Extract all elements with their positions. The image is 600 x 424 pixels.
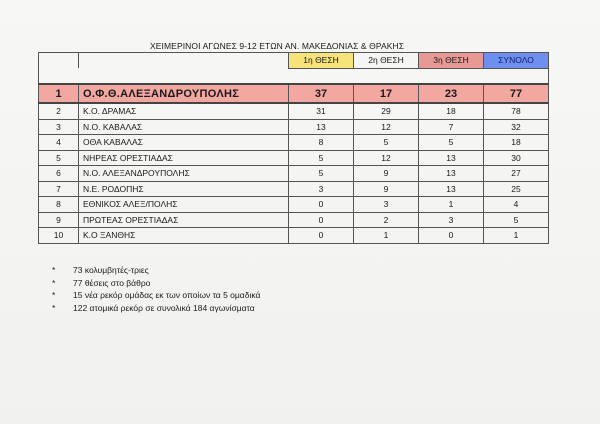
second-place-count: 5	[354, 135, 419, 151]
notes-list	[52, 264, 260, 314]
club-name-cell: Κ.Ο ΞΑΝΘΗΣ	[79, 228, 289, 244]
second-place-count: 9	[354, 181, 419, 197]
note-text: 73 κολυμβητές-τριες	[73, 265, 149, 275]
rank-cell: 2	[39, 103, 79, 119]
club-name-cell: ΟΘΑ ΚΑΒΑΛΑΣ	[79, 135, 289, 151]
rank-cell: 6	[39, 166, 79, 182]
first-place-count: 0	[289, 197, 354, 213]
table-row	[39, 135, 549, 151]
rank-cell: 3	[39, 119, 79, 135]
total-count: 32	[484, 119, 549, 135]
third-place-count: 0	[419, 228, 484, 244]
rank-cell: 8	[39, 197, 79, 213]
total-count: 77	[484, 84, 549, 103]
second-place-count: 12	[354, 119, 419, 135]
second-place-count: 29	[354, 103, 419, 119]
table-row	[39, 228, 549, 244]
results-table	[38, 52, 549, 244]
third-place-count: 7	[419, 119, 484, 135]
rank-cell: 4	[39, 135, 79, 151]
rank-cell: 9	[39, 212, 79, 228]
total-count: 78	[484, 103, 549, 119]
table-row	[39, 119, 549, 135]
header-empty-rank	[39, 53, 79, 69]
table-row	[39, 103, 549, 119]
first-place-count: 13	[289, 119, 354, 135]
header-third-place: 3η ΘΕΣΗ	[419, 53, 484, 69]
first-place-count: 5	[289, 166, 354, 182]
note-bullet-marker: *	[52, 265, 56, 275]
club-name-cell: Ν.Ε. ΡΟΔΟΠΗΣ	[79, 181, 289, 197]
total-count: 18	[484, 135, 549, 151]
document-title: ΧΕΙΜΕΡΙΝΟΙ ΑΓΩΝΕΣ 9-12 ΕΤΩΝ ΑΝ. ΜΑΚΕΔΟΝΙΑΣ & ΘΡΑΚΗΣ	[150, 41, 405, 51]
note-item	[52, 302, 260, 315]
rank-cell: 1	[39, 84, 79, 103]
table-row	[39, 166, 549, 182]
note-bullet-marker: *	[52, 277, 56, 288]
first-place-count: 5	[289, 150, 354, 166]
table-row	[39, 197, 549, 213]
rank-cell: 10	[39, 228, 79, 244]
header-first-place: 1η ΘΕΣΗ	[289, 53, 354, 69]
first-place-count: 3	[289, 181, 354, 197]
note-item	[52, 277, 260, 290]
total-count: 5	[484, 212, 549, 228]
note-bullet-marker: *	[52, 302, 56, 313]
total-count: 25	[484, 181, 549, 197]
first-place-count: 0	[289, 212, 354, 228]
table-row	[39, 212, 549, 228]
club-name-cell: Ν.Ο. ΑΛΕΞΑΝΔΡΟΥΠΟΛΗΣ	[79, 166, 289, 182]
third-place-count: 13	[419, 166, 484, 182]
total-count: 27	[484, 166, 549, 182]
note-item	[52, 289, 260, 302]
third-place-count: 3	[419, 212, 484, 228]
third-place-count: 13	[419, 181, 484, 197]
table-row	[39, 150, 549, 166]
club-name-cell: ΝΗΡΕΑΣ ΟΡΕΣΤΙΑΔΑΣ	[79, 150, 289, 166]
second-place-count: 3	[354, 197, 419, 213]
first-place-count: 31	[289, 103, 354, 119]
third-place-count: 1	[419, 197, 484, 213]
note-text: 122 ατομικά ρεκόρ σε συνολικά 184 αγωνίσματα	[73, 302, 255, 313]
third-place-count: 23	[419, 84, 484, 103]
note-item	[52, 264, 260, 277]
table-header-row	[39, 53, 549, 69]
second-place-count: 17	[354, 84, 419, 103]
rank-cell: 5	[39, 150, 79, 166]
note-text: 15 νέα ρεκόρ ομάδας εκ των οποίων τα 5 ομαδικά	[73, 290, 261, 300]
club-name-cell: Κ.Ο. ΔΡΑΜΑΣ	[79, 103, 289, 119]
third-place-count: 18	[419, 103, 484, 119]
header-empty-club	[79, 53, 289, 69]
third-place-count: 13	[419, 150, 484, 166]
note-text: 77 θέσεις στο βάθρο	[73, 277, 151, 288]
second-place-count: 12	[354, 150, 419, 166]
second-place-count: 1	[354, 228, 419, 244]
table-row-winner	[39, 84, 549, 103]
club-name-cell: Ν.Ο. ΚΑΒΑΛΑΣ	[79, 119, 289, 135]
table-spacer-row	[39, 68, 549, 84]
spacer-cell	[39, 68, 549, 84]
second-place-count: 9	[354, 166, 419, 182]
rank-cell: 7	[39, 181, 79, 197]
club-name-cell: ΠΡΩΤΕΑΣ ΟΡΕΣΤΙΑΔΑΣ	[79, 212, 289, 228]
club-name-cell: ΕΘΝΙΚΟΣ ΑΛΕΞ/ΠΟΛΗΣ	[79, 197, 289, 213]
table-row	[39, 181, 549, 197]
header-total: ΣΥΝΟΛΟ	[484, 53, 549, 69]
total-count: 4	[484, 197, 549, 213]
first-place-count: 37	[289, 84, 354, 103]
note-bullet-marker: *	[52, 290, 56, 300]
third-place-count: 5	[419, 135, 484, 151]
second-place-count: 2	[354, 212, 419, 228]
club-name-cell: Ο.Φ.Θ.ΑΛΕΞΑΝΔΡΟΥΠΟΛΗΣ	[79, 84, 289, 103]
total-count: 1	[484, 228, 549, 244]
first-place-count: 0	[289, 228, 354, 244]
total-count: 30	[484, 150, 549, 166]
header-second-place: 2η ΘΕΣΗ	[354, 53, 419, 69]
first-place-count: 8	[289, 135, 354, 151]
